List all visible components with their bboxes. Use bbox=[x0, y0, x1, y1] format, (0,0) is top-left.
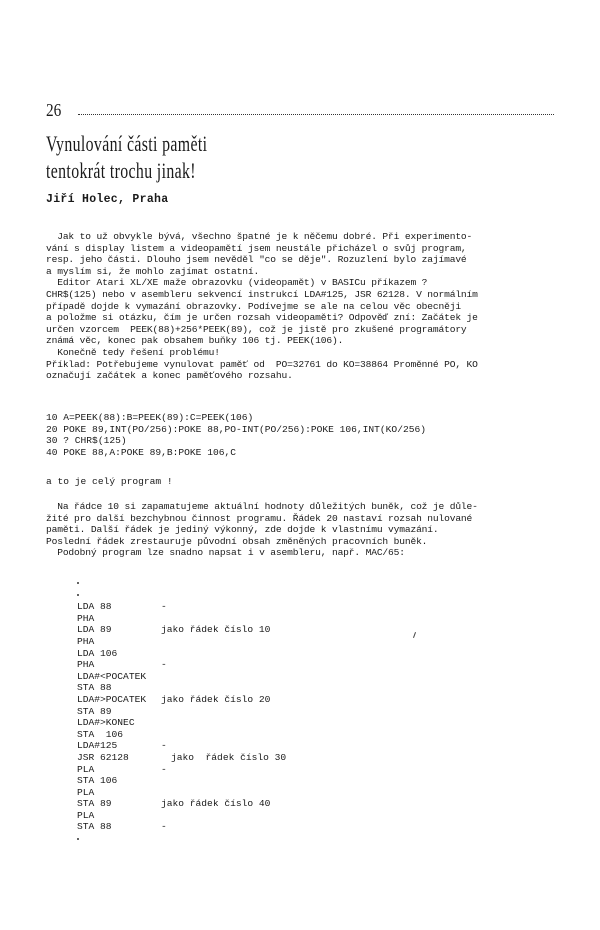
asm-comment: - bbox=[161, 763, 167, 775]
explanation-paragraphs bbox=[46, 501, 556, 559]
body-line: případě dojde k vymazání obrazovky. Podívejme se ale na celou věc obecněji bbox=[46, 300, 461, 312]
asm-comment: jako řádek číslo 40 bbox=[161, 798, 271, 810]
asm-line bbox=[77, 682, 377, 694]
asm-instruction: STA 106 bbox=[77, 728, 124, 740]
body-line: určen vzorcem PEEK(88)+256*PEEK(89), což je jistě pro zkušené programátory bbox=[46, 323, 467, 335]
asm-instruction: STA 89 bbox=[77, 705, 112, 717]
body-line: vání s display listem a videopamětí jsem neustále přicházel o svůj program, bbox=[46, 242, 467, 254]
asm-instruction: PHA bbox=[77, 659, 95, 671]
basic-code-line: 20 POKE 89,INT(PO/256):POKE 88,PO-INT(PO/256):POKE 106,INT(KO/256) bbox=[46, 423, 426, 435]
asm-comment: jako řádek číslo 10 bbox=[161, 624, 271, 636]
basic-code-line: 40 POKE 88,A:POKE 89,B:POKE 106,C bbox=[46, 446, 236, 458]
basic-code-line: 30 ? CHR$(125) bbox=[46, 435, 127, 447]
asm-line bbox=[77, 613, 377, 625]
asm-line bbox=[77, 717, 377, 729]
asm-line bbox=[77, 740, 377, 752]
ellipsis-dot bbox=[77, 578, 377, 590]
body-line: Editor Atari XL/XE maže obrazovku (videopamět) v BASICu příkazem ? bbox=[46, 277, 428, 289]
body-line: Příklad: Potřebujeme vynulovat paměť od PO=32761 do KO=38864 Proměnné PO, KO bbox=[46, 358, 478, 370]
article-title bbox=[46, 130, 207, 184]
asm-line bbox=[77, 752, 377, 764]
explanation-line: Na řádce 10 si zapamatujeme aktuální hodnoty důležitých buněk, což je důle- bbox=[46, 501, 478, 512]
body-paragraphs bbox=[46, 231, 556, 382]
body-line: Jak to už obvykle bývá, všechno špatné je k něčemu dobré. Při experimento- bbox=[46, 231, 473, 242]
asm-instruction: PLA bbox=[77, 763, 95, 775]
asm-instruction: PLA bbox=[77, 786, 95, 798]
body-line: známá věc, konec pak obsahem buňky 106 tj. PEEK(106). bbox=[46, 335, 344, 347]
asm-line bbox=[77, 694, 377, 706]
asm-line bbox=[77, 659, 377, 671]
asm-instruction: PLA bbox=[77, 809, 95, 821]
basic-code-line: 10 A=PEEK(88):B=PEEK(89):C=PEEK(106) bbox=[46, 412, 254, 423]
body-line: resp. jeho části. Dlouho jsem nevěděl "co se děje". Rozuzlení bylo zajímavé bbox=[46, 254, 467, 266]
asm-instruction: STA 89 bbox=[77, 798, 112, 810]
asm-comment: jako řádek číslo 30 bbox=[171, 751, 287, 763]
asm-instruction: JSR 62128 bbox=[77, 751, 129, 763]
body-line: Konečně tedy řešení problému! bbox=[46, 346, 220, 358]
explanation-line: Poslední řádek zrestauruje původní obsah změněných pracovních buněk. bbox=[46, 535, 428, 547]
asm-line bbox=[77, 601, 377, 613]
ellipsis-dot bbox=[77, 833, 377, 845]
explanation-line: Podobný program lze snadno napsat i v asembleru, např. MAC/65: bbox=[46, 547, 405, 559]
asm-line bbox=[77, 764, 377, 776]
asm-instruction: LDA#>POCATEK bbox=[77, 693, 147, 705]
asm-instruction: PHA bbox=[77, 612, 95, 624]
asm-instruction: STA 106 bbox=[77, 775, 118, 787]
asm-instruction: LDA 89 bbox=[77, 624, 112, 636]
asm-instruction: STA 88 bbox=[77, 682, 112, 694]
asm-instruction: STA 88 bbox=[77, 821, 112, 833]
asm-line bbox=[77, 775, 377, 787]
asm-comment: jako řádek číslo 20 bbox=[161, 693, 271, 705]
asm-line bbox=[77, 821, 377, 833]
assembler-listing bbox=[77, 578, 377, 845]
body-line: a položme si otázku, čím je určen rozsah videopaměti? Odpověď zní: Začátek je bbox=[46, 312, 478, 324]
asm-instruction: LDA 106 bbox=[77, 647, 118, 659]
title-line: Vynulování části paměti bbox=[46, 131, 208, 156]
asm-line bbox=[77, 787, 377, 799]
explanation-line: paměti. Další řádek je jediný výkonný, zde dojde k vlastnímu vymazání. bbox=[46, 524, 439, 536]
asm-instruction: PHA bbox=[77, 635, 95, 647]
body-line: a myslím si, že mohlo zajímat ostatní. bbox=[46, 265, 260, 277]
asm-line bbox=[77, 624, 377, 636]
body-line: CHR$(125) nebo v asembleru sekvencí instrukcí LDA#125, JSR 62128. V normálním bbox=[46, 288, 478, 300]
asm-comment: - bbox=[161, 740, 167, 752]
ellipsis-dot bbox=[77, 590, 377, 602]
basic-listing bbox=[46, 412, 556, 458]
title-line: tentokrát trochu jinak! bbox=[46, 158, 196, 183]
asm-comment: - bbox=[161, 601, 167, 613]
asm-instruction: LDA 88 bbox=[77, 601, 112, 613]
asm-instruction: LDA#125 bbox=[77, 740, 118, 752]
author-byline: Jiří Holec, Praha bbox=[46, 193, 169, 206]
asm-line bbox=[77, 798, 377, 810]
page-number: 26 bbox=[46, 100, 62, 120]
body-line: označují začátek a konec paměťového rozsahu. bbox=[46, 370, 293, 382]
asm-line bbox=[77, 636, 377, 648]
closing-line: a to je celý program ! bbox=[46, 476, 173, 487]
asm-line bbox=[77, 706, 377, 718]
asm-line bbox=[77, 671, 377, 683]
print-speck bbox=[413, 632, 416, 638]
asm-instruction: LDA#>KONEC bbox=[77, 717, 135, 729]
asm-instruction: LDA#<POCATEK bbox=[77, 670, 147, 682]
header-rule bbox=[78, 114, 554, 115]
asm-comment: - bbox=[161, 821, 167, 833]
asm-line bbox=[77, 648, 377, 660]
asm-line bbox=[77, 729, 377, 741]
asm-comment: - bbox=[161, 659, 167, 671]
explanation-line: žité pro další bezchybnou činnost programu. Řádek 20 nastaví rozsah nulované bbox=[46, 512, 473, 524]
asm-line bbox=[77, 810, 377, 822]
